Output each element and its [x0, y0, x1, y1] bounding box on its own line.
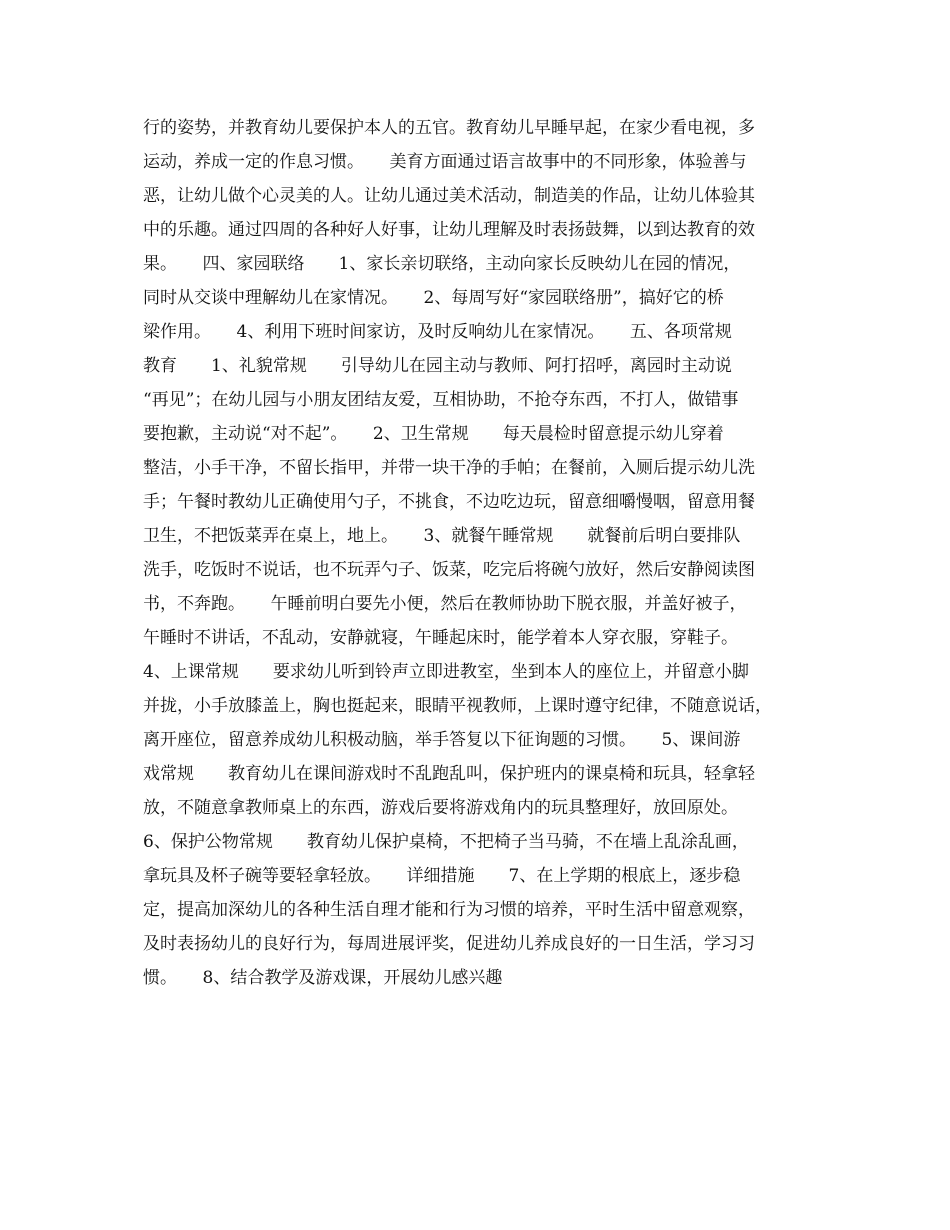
text-line: 及时表扬幼儿的良好行为，每周进展评奖，促进幼儿养成良好的一日生活，学习习: [143, 934, 755, 954]
text-line: 戏常规 教育幼儿在课间游戏时不乱跑乱叫，保护班内的课桌椅和玩具，轻拿轻: [143, 764, 755, 784]
text-line: 放，不随意拿教师桌上的东西，游戏后要将游戏角内的玩具整理好，放回原处。: [143, 798, 738, 818]
text-line: 行的姿势，并教育幼儿要保护本人的五官。教育幼儿早睡早起，在家少看电视，多: [143, 118, 755, 138]
text-line: 午睡时不讲话，不乱动，安静就寝，午睡起床时，能学着本人穿衣服，穿鞋子。: [143, 628, 738, 648]
text-line: 4、上课常规 要求幼儿听到铃声立即进教室，坐到本人的座位上，并留意小脚: [143, 662, 749, 682]
text-line: 整洁，小手干净，不留长指甲，并带一块干净的手帕；在餐前，入厕后提示幼儿洗: [143, 458, 755, 478]
text-line: 同时从交谈中理解幼儿在家情况。 2、每周写好“家园联络册”，搞好它的桥: [143, 288, 724, 308]
text-line: 6、保护公物常规 教育幼儿保护桌椅，不把椅子当马骑，不在墙上乱涂乱画，: [143, 832, 749, 852]
text-line: 并拢，小手放膝盖上，胸也挺起来，眼睛平视教师，上课时遵守纪律，不随意说话，: [143, 696, 772, 716]
text-line: 梁作用。 4、利用下班时间家访，及时反响幼儿在家情况。 五、各项常规: [143, 322, 732, 342]
text-line: 书，不奔跑。 午睡前明白要先小便，然后在教师协助下脱衣服，并盖好被子，: [143, 594, 747, 614]
text-line: 手；午餐时教幼儿正确使用勺子，不挑食，不边吃边玩，留意细嚼慢咽，留意用餐: [143, 492, 755, 512]
text-line: 教育 1、礼貌常规 引导幼儿在园主动与教师、阿打招呼，离园时主动说: [143, 356, 732, 376]
text-line: 运动，养成一定的作息习惯。 美育方面通过语言故事中的不同形象，体验善与: [143, 152, 747, 172]
text-line: 惯。 8、结合教学及游戏课，开展幼儿感兴趣: [143, 968, 503, 988]
text-line: 定，提高加深幼儿的各种生活自理才能和行为习惯的培养，平时生活中留意观察，: [143, 900, 755, 920]
text-line: “再见”；在幼儿园与小朋友团结友爱，互相协助，不抢夺东西，不打人，做错事: [143, 390, 739, 410]
text-line: 果。 四、家园联络 1、家长亲切联络，主动向家长反映幼儿在园的情况，: [143, 254, 741, 274]
text-line: 卫生，不把饭菜弄在桌上，地上。 3、就餐午睡常规 就餐前后明白要排队: [143, 526, 741, 546]
text-line: 洗手，吃饭时不说话，也不玩弄勺子、饭菜，吃完后将碗勺放好，然后安静阅读图: [143, 560, 755, 580]
text-line: 恶，让幼儿做个心灵美的人。让幼儿通过美术活动，制造美的作品，让幼儿体验其: [143, 186, 755, 206]
text-line: 拿玩具及杯子碗等要轻拿轻放。 详细措施 7、在上学期的根底上，逐步稳: [143, 866, 741, 886]
body-text: [143, 111, 833, 995]
text-line: 要抱歉，主动说“对不起”。 2、卫生常规 每天晨检时留意提示幼儿穿着: [143, 424, 724, 444]
text-line: 中的乐趣。通过四周的各种好人好事，让幼儿理解及时表扬鼓舞，以到达教育的效: [143, 220, 755, 240]
text-line: 离开座位，留意养成幼儿积极动脑，举手答复以下征询题的习惯。 5、课间游: [143, 730, 741, 750]
